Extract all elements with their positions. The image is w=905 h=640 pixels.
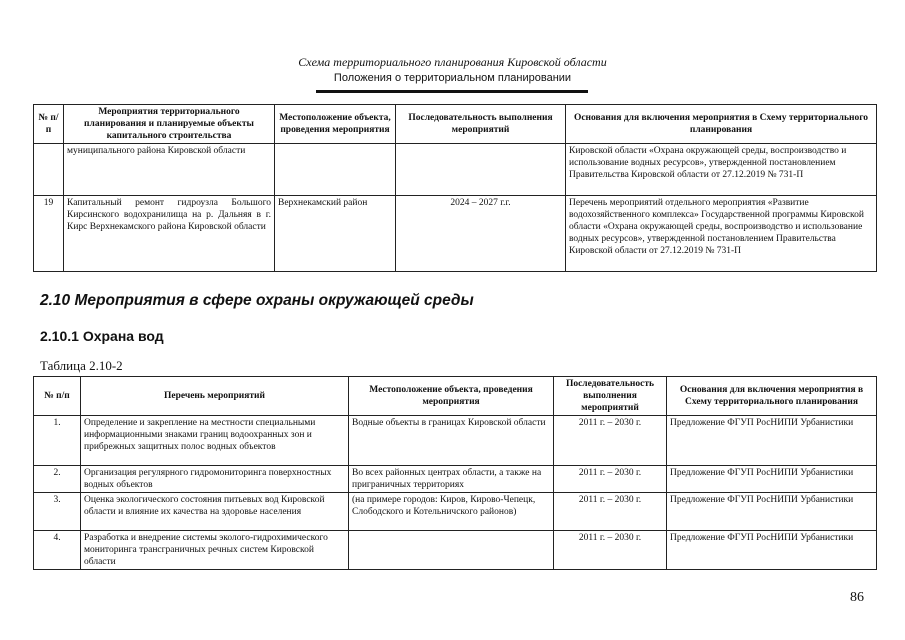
- cell-basis: Предложение ФГУП РосНИПИ Урбанистики: [667, 493, 877, 531]
- cell-num: 2.: [34, 466, 81, 493]
- col-header-num: № п/п: [34, 377, 81, 416]
- table-row: [34, 196, 877, 272]
- cell-sequence: 2011 г. – 2030 г.: [554, 493, 667, 531]
- table-row: [34, 416, 877, 466]
- cell-basis: Кировской области «Охрана окружающей среды, воспроизводство и использование водных ресурсов», утвержденной постановлением Правительства Кировской области от 27.12.2019 № 731-П: [566, 144, 877, 196]
- col-header-sequence: Последовательность выполнения мероприятий: [396, 105, 566, 144]
- cell-event: муниципального района Кировской области: [64, 144, 275, 196]
- table-continuation: [33, 104, 877, 272]
- cell-num: 19: [34, 196, 64, 272]
- cell-location: Во всех районных центрах области, а также на приграничных территориях: [349, 466, 554, 493]
- cell-num: [34, 144, 64, 196]
- col-header-event: Перечень мероприятий: [81, 377, 349, 416]
- cell-sequence: 2024 – 2027 г.г.: [396, 196, 566, 272]
- cell-basis: Предложение ФГУП РосНИПИ Урбанистики: [667, 466, 877, 493]
- table-row: [34, 144, 877, 196]
- table-water-protection: [33, 376, 877, 570]
- cell-num: 4.: [34, 531, 81, 570]
- cell-basis: Предложение ФГУП РосНИПИ Урбанистики: [667, 531, 877, 570]
- col-header-location: Местоположение объекта, проведения мероприятия: [275, 105, 396, 144]
- cell-location: Верхнекамский район: [275, 196, 396, 272]
- subsection-heading: 2.10.1 Охрана вод: [40, 328, 164, 344]
- table-header-row: [34, 105, 877, 144]
- col-header-basis: Основания для включения мероприятия в Схему территориального планирования: [667, 377, 877, 416]
- cell-num: 3.: [34, 493, 81, 531]
- cell-sequence: 2011 г. – 2030 г.: [554, 416, 667, 466]
- cell-basis: Перечень мероприятий отдельного мероприятия «Развитие водохозяйственного комплекса» Государственной программы Кировской области «Охрана окружающей среды, воспроизводство и использование водных ресурсов», утвержденной постановлением Правительства Кировской области от 27.12.2019 № 731-П: [566, 196, 877, 272]
- cell-event: Определение и закрепление на местности специальными информационными знаками границ водоохранных зон и прибрежных защитных полос водных объектов: [81, 416, 349, 466]
- section-heading: 2.10 Мероприятия в сфере охраны окружающей среды: [40, 292, 474, 309]
- table-row: [34, 493, 877, 531]
- cell-num: 1.: [34, 416, 81, 466]
- table-row: [34, 466, 877, 493]
- table-row: [34, 531, 877, 570]
- col-header-location: Местоположение объекта, проведения мероприятия: [349, 377, 554, 416]
- col-header-num: № п/п: [34, 105, 64, 144]
- table-caption: Таблица 2.10-2: [40, 358, 123, 373]
- cell-location: Водные объекты в границах Кировской области: [349, 416, 554, 466]
- header-rule: [316, 90, 588, 93]
- cell-sequence: 2011 г. – 2030 г.: [554, 466, 667, 493]
- cell-sequence: 2011 г. – 2030 г.: [554, 531, 667, 570]
- cell-location: [349, 531, 554, 570]
- col-header-basis: Основания для включения мероприятия в Схему территориального планирования: [566, 105, 877, 144]
- col-header-sequence: Последовательность выполнения мероприятий: [554, 377, 667, 416]
- cell-location: [275, 144, 396, 196]
- cell-location: (на примере городов: Киров, Кирово-Чепецк, Слободского и Котельничского районов): [349, 493, 554, 531]
- cell-event: Оценка экологического состояния питьевых вод Кировской области и влияние их качества на здоровье населения: [81, 493, 349, 531]
- page-number: 86: [850, 590, 864, 605]
- header-subtitle: Положения о территориальном планировании: [333, 72, 572, 84]
- cell-event: Разработка и внедрение системы эколого-гидрохимического мониторинга трансграничных речных систем Кировской области: [81, 531, 349, 570]
- cell-event: Организация регулярного гидромониторинга поверхностных водных объектов: [81, 466, 349, 493]
- cell-sequence: [396, 144, 566, 196]
- header-title: Схема территориального планирования Кировской области: [298, 55, 607, 69]
- table-header-row: [34, 377, 877, 416]
- col-header-event: Мероприятия территориального планирования и планируемые объекты капитального строительства: [64, 105, 275, 144]
- cell-basis: Предложение ФГУП РосНИПИ Урбанистики: [667, 416, 877, 466]
- cell-event: Капитальный ремонт гидроузла Большого Кирсинского водохранилища на р. Дальняя в г. Кирс Верхнекамского района Кировской области: [64, 196, 275, 272]
